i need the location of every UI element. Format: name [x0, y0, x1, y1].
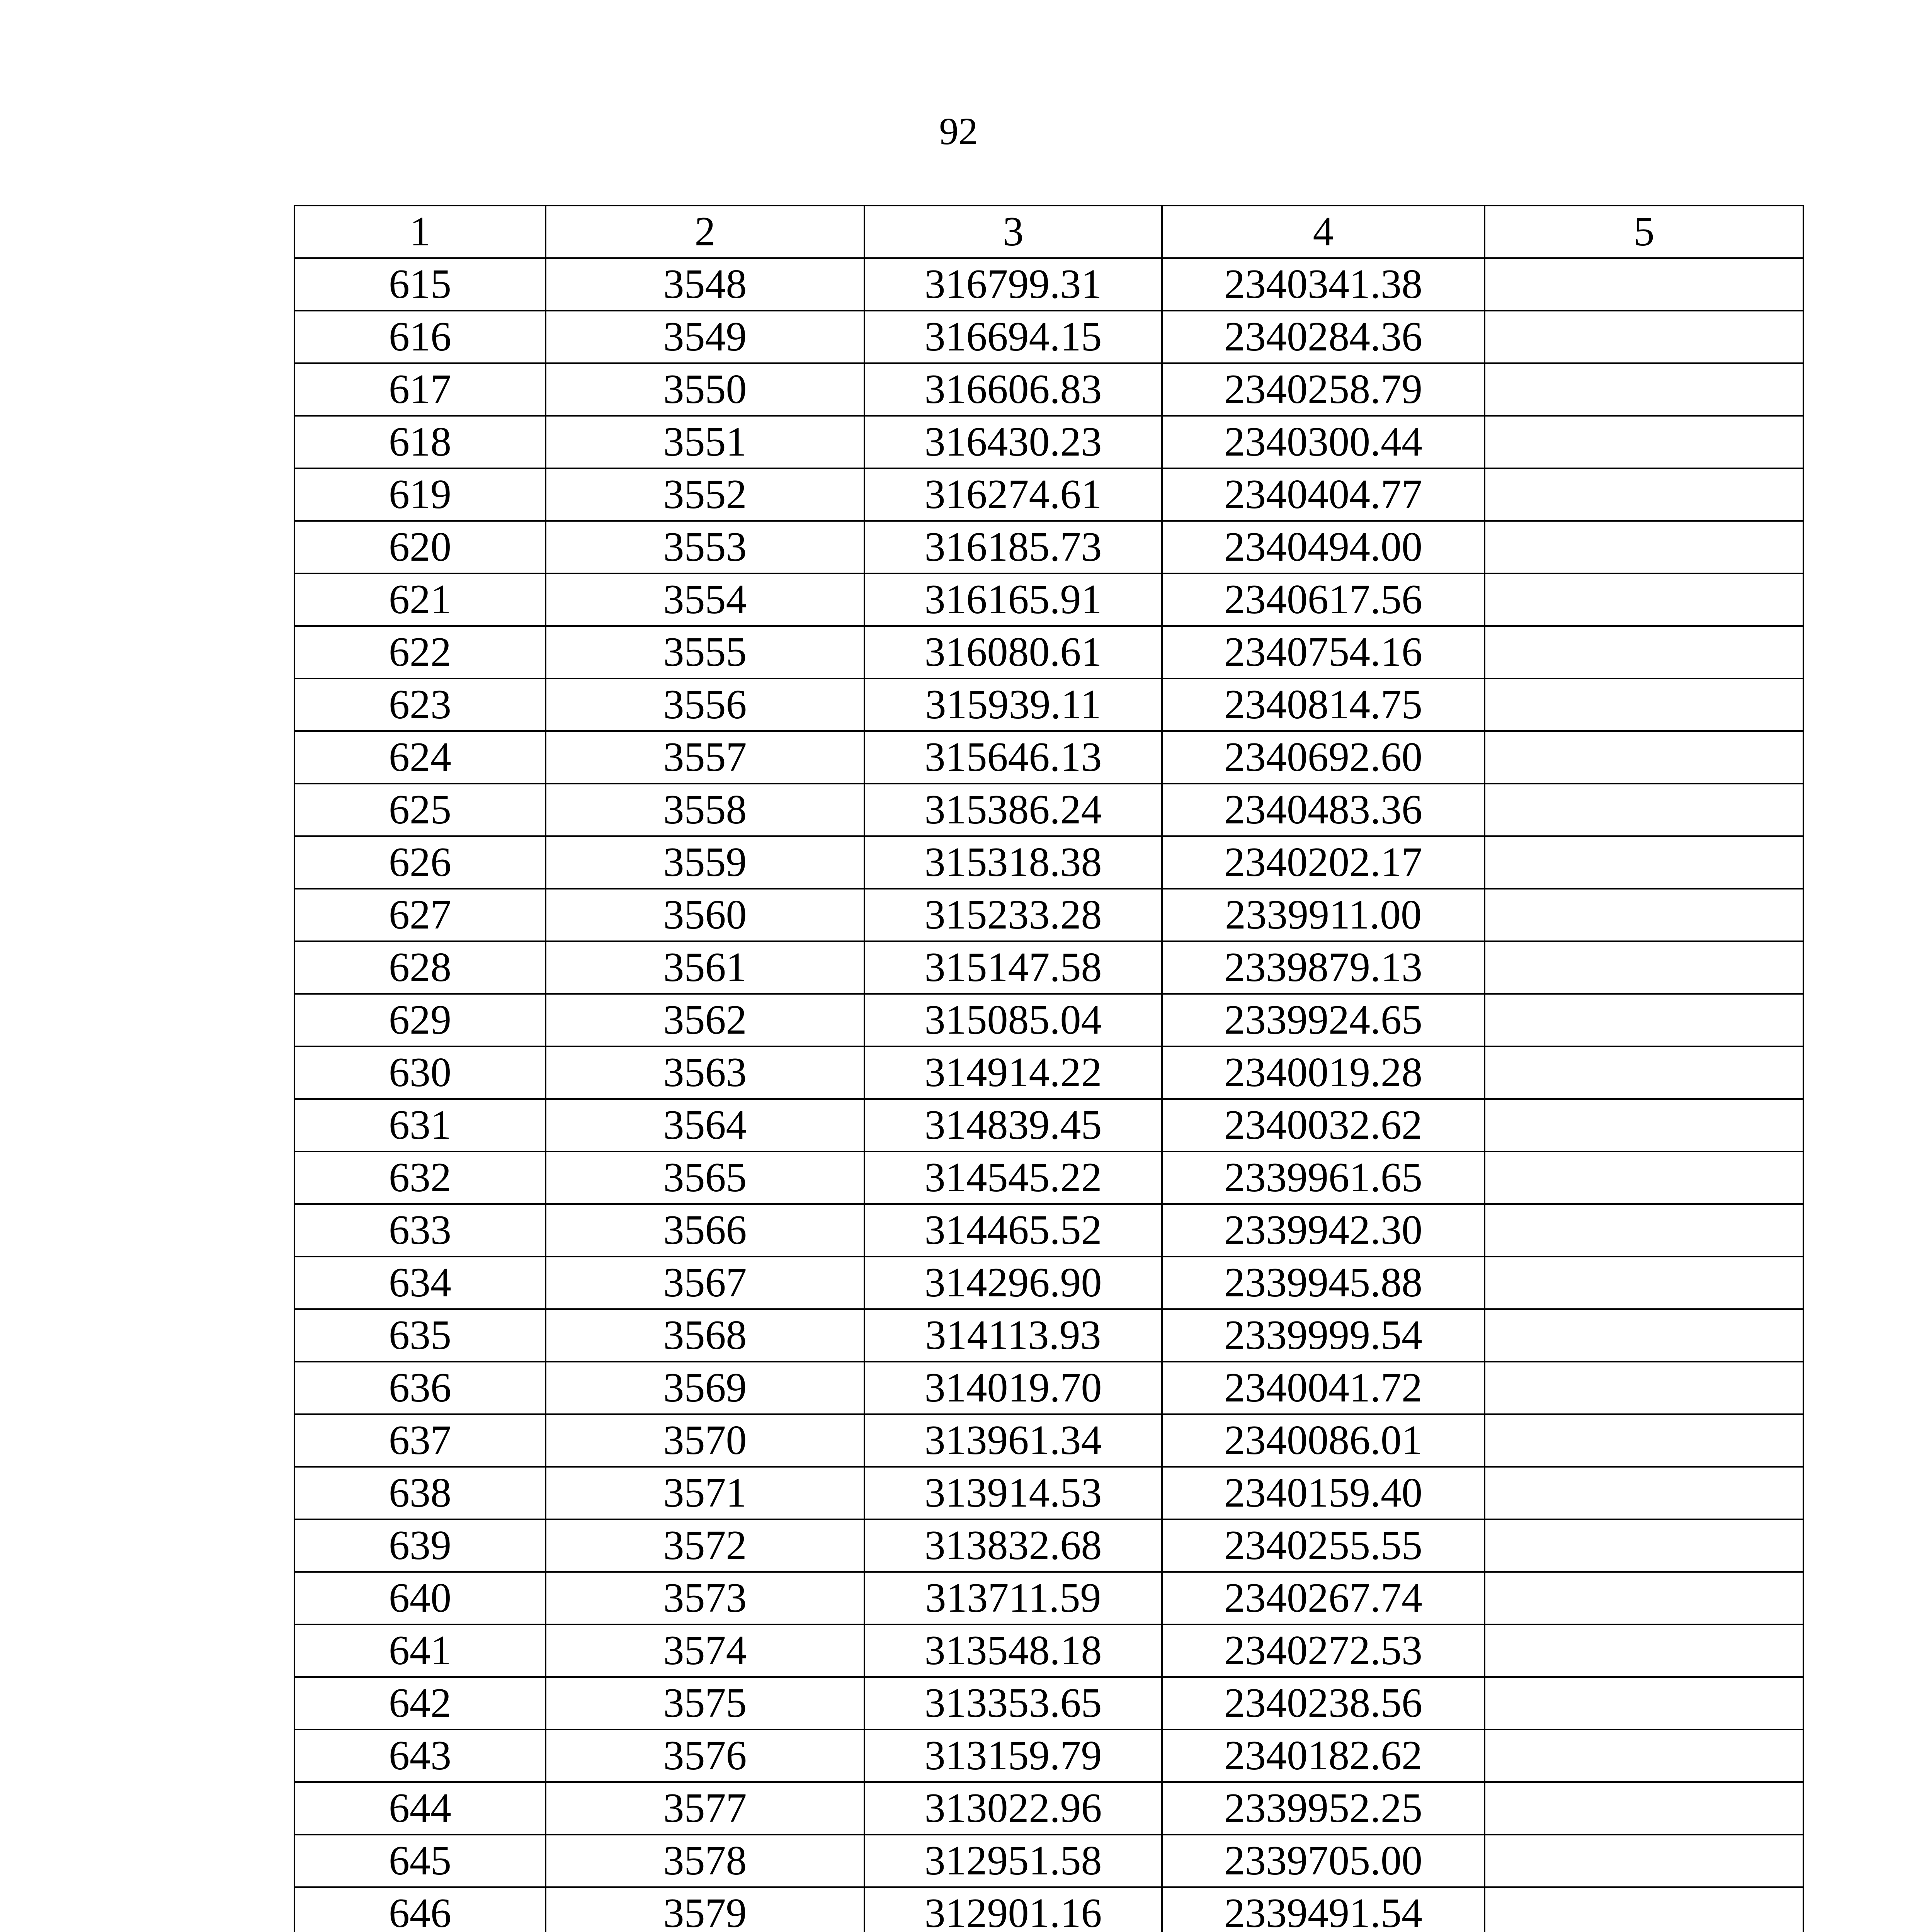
- row-number-cell: 632: [294, 1151, 546, 1204]
- x-coordinate-cell: 316165.91: [864, 573, 1162, 626]
- row-number-cell: 626: [294, 836, 546, 889]
- row-number-cell: 640: [294, 1572, 546, 1624]
- y-coordinate-cell: 2339952.25: [1162, 1782, 1485, 1835]
- x-coordinate-cell: 314914.22: [864, 1046, 1162, 1099]
- note-cell: [1485, 731, 1803, 784]
- x-coordinate-cell: 316080.61: [864, 626, 1162, 679]
- x-coordinate-cell: 314839.45: [864, 1099, 1162, 1151]
- table-row: [294, 1624, 1803, 1677]
- point-number-cell: 3561: [546, 941, 864, 994]
- note-cell: [1485, 1151, 1803, 1204]
- header-row: [294, 206, 1803, 258]
- note-cell: [1485, 258, 1803, 311]
- x-coordinate-cell: 315233.28: [864, 889, 1162, 941]
- table-row: [294, 1835, 1803, 1887]
- y-coordinate-cell: 2340404.77: [1162, 468, 1485, 521]
- note-cell: [1485, 1677, 1803, 1730]
- x-coordinate-cell: 313832.68: [864, 1519, 1162, 1572]
- y-coordinate-cell: 2340814.75: [1162, 679, 1485, 731]
- table-header: [294, 206, 1803, 258]
- table-row: [294, 1414, 1803, 1467]
- x-coordinate-cell: 314465.52: [864, 1204, 1162, 1257]
- note-cell: [1485, 889, 1803, 941]
- x-coordinate-cell: 316606.83: [864, 363, 1162, 416]
- x-coordinate-cell: 314019.70: [864, 1362, 1162, 1414]
- y-coordinate-cell: 2339942.30: [1162, 1204, 1485, 1257]
- note-cell: [1485, 626, 1803, 679]
- point-number-cell: 3579: [546, 1887, 864, 1932]
- y-coordinate-cell: 2340255.55: [1162, 1519, 1485, 1572]
- x-coordinate-cell: 315386.24: [864, 784, 1162, 836]
- y-coordinate-cell: 2340341.38: [1162, 258, 1485, 311]
- y-coordinate-cell: 2339924.65: [1162, 994, 1485, 1046]
- point-number-cell: 3567: [546, 1257, 864, 1309]
- column-header-5: 5: [1485, 206, 1803, 258]
- note-cell: [1485, 679, 1803, 731]
- table-row: [294, 311, 1803, 363]
- table-row: [294, 1572, 1803, 1624]
- table-row: [294, 1151, 1803, 1204]
- row-number-cell: 633: [294, 1204, 546, 1257]
- note-cell: [1485, 1730, 1803, 1782]
- point-number-cell: 3569: [546, 1362, 864, 1414]
- x-coordinate-cell: 313961.34: [864, 1414, 1162, 1467]
- y-coordinate-cell: 2340202.17: [1162, 836, 1485, 889]
- table-row: [294, 994, 1803, 1046]
- x-coordinate-cell: 316799.31: [864, 258, 1162, 311]
- column-header-2: 2: [546, 206, 864, 258]
- row-number-cell: 631: [294, 1099, 546, 1151]
- row-number-cell: 639: [294, 1519, 546, 1572]
- y-coordinate-cell: 2339961.65: [1162, 1151, 1485, 1204]
- table-row: [294, 626, 1803, 679]
- point-number-cell: 3551: [546, 416, 864, 468]
- x-coordinate-cell: 313711.59: [864, 1572, 1162, 1624]
- y-coordinate-cell: 2340617.56: [1162, 573, 1485, 626]
- y-coordinate-cell: 2340086.01: [1162, 1414, 1485, 1467]
- table-row: [294, 1467, 1803, 1519]
- x-coordinate-cell: 313022.96: [864, 1782, 1162, 1835]
- table-row: [294, 1782, 1803, 1835]
- row-number-cell: 618: [294, 416, 546, 468]
- y-coordinate-cell: 2339879.13: [1162, 941, 1485, 994]
- note-cell: [1485, 416, 1803, 468]
- table-row: [294, 1519, 1803, 1572]
- point-number-cell: 3573: [546, 1572, 864, 1624]
- point-number-cell: 3564: [546, 1099, 864, 1151]
- point-number-cell: 3555: [546, 626, 864, 679]
- row-number-cell: 615: [294, 258, 546, 311]
- x-coordinate-cell: 312901.16: [864, 1887, 1162, 1932]
- table-row: [294, 1309, 1803, 1362]
- row-number-cell: 638: [294, 1467, 546, 1519]
- note-cell: [1485, 311, 1803, 363]
- table-row: [294, 416, 1803, 468]
- note-cell: [1485, 573, 1803, 626]
- row-number-cell: 627: [294, 889, 546, 941]
- coordinates-table: [294, 205, 1804, 1932]
- point-number-cell: 3558: [546, 784, 864, 836]
- x-coordinate-cell: 314296.90: [864, 1257, 1162, 1309]
- y-coordinate-cell: 2340258.79: [1162, 363, 1485, 416]
- x-coordinate-cell: 312951.58: [864, 1835, 1162, 1887]
- y-coordinate-cell: 2340754.16: [1162, 626, 1485, 679]
- table-row: [294, 1887, 1803, 1932]
- table-row: [294, 1046, 1803, 1099]
- point-number-cell: 3550: [546, 363, 864, 416]
- x-coordinate-cell: 315318.38: [864, 836, 1162, 889]
- note-cell: [1485, 1046, 1803, 1099]
- note-cell: [1485, 994, 1803, 1046]
- table-row: [294, 573, 1803, 626]
- y-coordinate-cell: 2339945.88: [1162, 1257, 1485, 1309]
- x-coordinate-cell: 316694.15: [864, 311, 1162, 363]
- y-coordinate-cell: 2340300.44: [1162, 416, 1485, 468]
- y-coordinate-cell: 2340032.62: [1162, 1099, 1485, 1151]
- y-coordinate-cell: 2340494.00: [1162, 521, 1485, 573]
- table-row: [294, 1204, 1803, 1257]
- x-coordinate-cell: 313159.79: [864, 1730, 1162, 1782]
- row-number-cell: 622: [294, 626, 546, 679]
- note-cell: [1485, 1782, 1803, 1835]
- note-cell: [1485, 1414, 1803, 1467]
- table-row: [294, 941, 1803, 994]
- x-coordinate-cell: 316185.73: [864, 521, 1162, 573]
- point-number-cell: 3556: [546, 679, 864, 731]
- point-number-cell: 3563: [546, 1046, 864, 1099]
- note-cell: [1485, 1257, 1803, 1309]
- y-coordinate-cell: 2339999.54: [1162, 1309, 1485, 1362]
- table-row: [294, 836, 1803, 889]
- row-number-cell: 619: [294, 468, 546, 521]
- row-number-cell: 630: [294, 1046, 546, 1099]
- y-coordinate-cell: 2340238.56: [1162, 1677, 1485, 1730]
- note-cell: [1485, 363, 1803, 416]
- point-number-cell: 3559: [546, 836, 864, 889]
- point-number-cell: 3576: [546, 1730, 864, 1782]
- note-cell: [1485, 1467, 1803, 1519]
- note-cell: [1485, 521, 1803, 573]
- point-number-cell: 3562: [546, 994, 864, 1046]
- point-number-cell: 3553: [546, 521, 864, 573]
- y-coordinate-cell: 2340041.72: [1162, 1362, 1485, 1414]
- y-coordinate-cell: 2339911.00: [1162, 889, 1485, 941]
- x-coordinate-cell: 315939.11: [864, 679, 1162, 731]
- point-number-cell: 3572: [546, 1519, 864, 1572]
- y-coordinate-cell: 2340182.62: [1162, 1730, 1485, 1782]
- point-number-cell: 3575: [546, 1677, 864, 1730]
- table-row: [294, 889, 1803, 941]
- table-row: [294, 679, 1803, 731]
- table-row: [294, 1257, 1803, 1309]
- note-cell: [1485, 468, 1803, 521]
- point-number-cell: 3549: [546, 311, 864, 363]
- row-number-cell: 637: [294, 1414, 546, 1467]
- table-row: [294, 1677, 1803, 1730]
- row-number-cell: 617: [294, 363, 546, 416]
- row-number-cell: 621: [294, 573, 546, 626]
- point-number-cell: 3577: [546, 1782, 864, 1835]
- x-coordinate-cell: 316430.23: [864, 416, 1162, 468]
- table-row: [294, 1099, 1803, 1151]
- table-row: [294, 258, 1803, 311]
- point-number-cell: 3557: [546, 731, 864, 784]
- y-coordinate-cell: 2340272.53: [1162, 1624, 1485, 1677]
- y-coordinate-cell: 2339491.54: [1162, 1887, 1485, 1932]
- point-number-cell: 3574: [546, 1624, 864, 1677]
- row-number-cell: 635: [294, 1309, 546, 1362]
- x-coordinate-cell: 313914.53: [864, 1467, 1162, 1519]
- note-cell: [1485, 1309, 1803, 1362]
- y-coordinate-cell: 2340692.60: [1162, 731, 1485, 784]
- row-number-cell: 644: [294, 1782, 546, 1835]
- table-row: [294, 1362, 1803, 1414]
- table-row: [294, 363, 1803, 416]
- table-row: [294, 521, 1803, 573]
- note-cell: [1485, 1099, 1803, 1151]
- table-body: [294, 258, 1803, 1932]
- row-number-cell: 643: [294, 1730, 546, 1782]
- point-number-cell: 3566: [546, 1204, 864, 1257]
- row-number-cell: 620: [294, 521, 546, 573]
- row-number-cell: 641: [294, 1624, 546, 1677]
- point-number-cell: 3578: [546, 1835, 864, 1887]
- row-number-cell: 623: [294, 679, 546, 731]
- note-cell: [1485, 1362, 1803, 1414]
- note-cell: [1485, 784, 1803, 836]
- row-number-cell: 616: [294, 311, 546, 363]
- column-header-4: 4: [1162, 206, 1485, 258]
- table-row: [294, 784, 1803, 836]
- point-number-cell: 3565: [546, 1151, 864, 1204]
- point-number-cell: 3548: [546, 258, 864, 311]
- note-cell: [1485, 941, 1803, 994]
- x-coordinate-cell: 315646.13: [864, 731, 1162, 784]
- y-coordinate-cell: 2340159.40: [1162, 1467, 1485, 1519]
- row-number-cell: 642: [294, 1677, 546, 1730]
- point-number-cell: 3571: [546, 1467, 864, 1519]
- table-row: [294, 1730, 1803, 1782]
- x-coordinate-cell: 313548.18: [864, 1624, 1162, 1677]
- x-coordinate-cell: 314545.22: [864, 1151, 1162, 1204]
- point-number-cell: 3568: [546, 1309, 864, 1362]
- row-number-cell: 636: [294, 1362, 546, 1414]
- note-cell: [1485, 1572, 1803, 1624]
- note-cell: [1485, 1624, 1803, 1677]
- y-coordinate-cell: 2340483.36: [1162, 784, 1485, 836]
- x-coordinate-cell: 315147.58: [864, 941, 1162, 994]
- point-number-cell: 3570: [546, 1414, 864, 1467]
- column-header-3: 3: [864, 206, 1162, 258]
- row-number-cell: 646: [294, 1887, 546, 1932]
- point-number-cell: 3560: [546, 889, 864, 941]
- y-coordinate-cell: 2339705.00: [1162, 1835, 1485, 1887]
- page-number: 92: [939, 110, 978, 153]
- x-coordinate-cell: 316274.61: [864, 468, 1162, 521]
- y-coordinate-cell: 2340267.74: [1162, 1572, 1485, 1624]
- note-cell: [1485, 1887, 1803, 1932]
- point-number-cell: 3554: [546, 573, 864, 626]
- table-row: [294, 468, 1803, 521]
- x-coordinate-cell: 313353.65: [864, 1677, 1162, 1730]
- y-coordinate-cell: 2340284.36: [1162, 311, 1485, 363]
- y-coordinate-cell: 2340019.28: [1162, 1046, 1485, 1099]
- row-number-cell: 625: [294, 784, 546, 836]
- row-number-cell: 628: [294, 941, 546, 994]
- row-number-cell: 629: [294, 994, 546, 1046]
- column-header-1: 1: [294, 206, 546, 258]
- x-coordinate-cell: 315085.04: [864, 994, 1162, 1046]
- note-cell: [1485, 1835, 1803, 1887]
- x-coordinate-cell: 314113.93: [864, 1309, 1162, 1362]
- note-cell: [1485, 1519, 1803, 1572]
- row-number-cell: 634: [294, 1257, 546, 1309]
- note-cell: [1485, 1204, 1803, 1257]
- point-number-cell: 3552: [546, 468, 864, 521]
- row-number-cell: 624: [294, 731, 546, 784]
- row-number-cell: 645: [294, 1835, 546, 1887]
- table-row: [294, 731, 1803, 784]
- note-cell: [1485, 836, 1803, 889]
